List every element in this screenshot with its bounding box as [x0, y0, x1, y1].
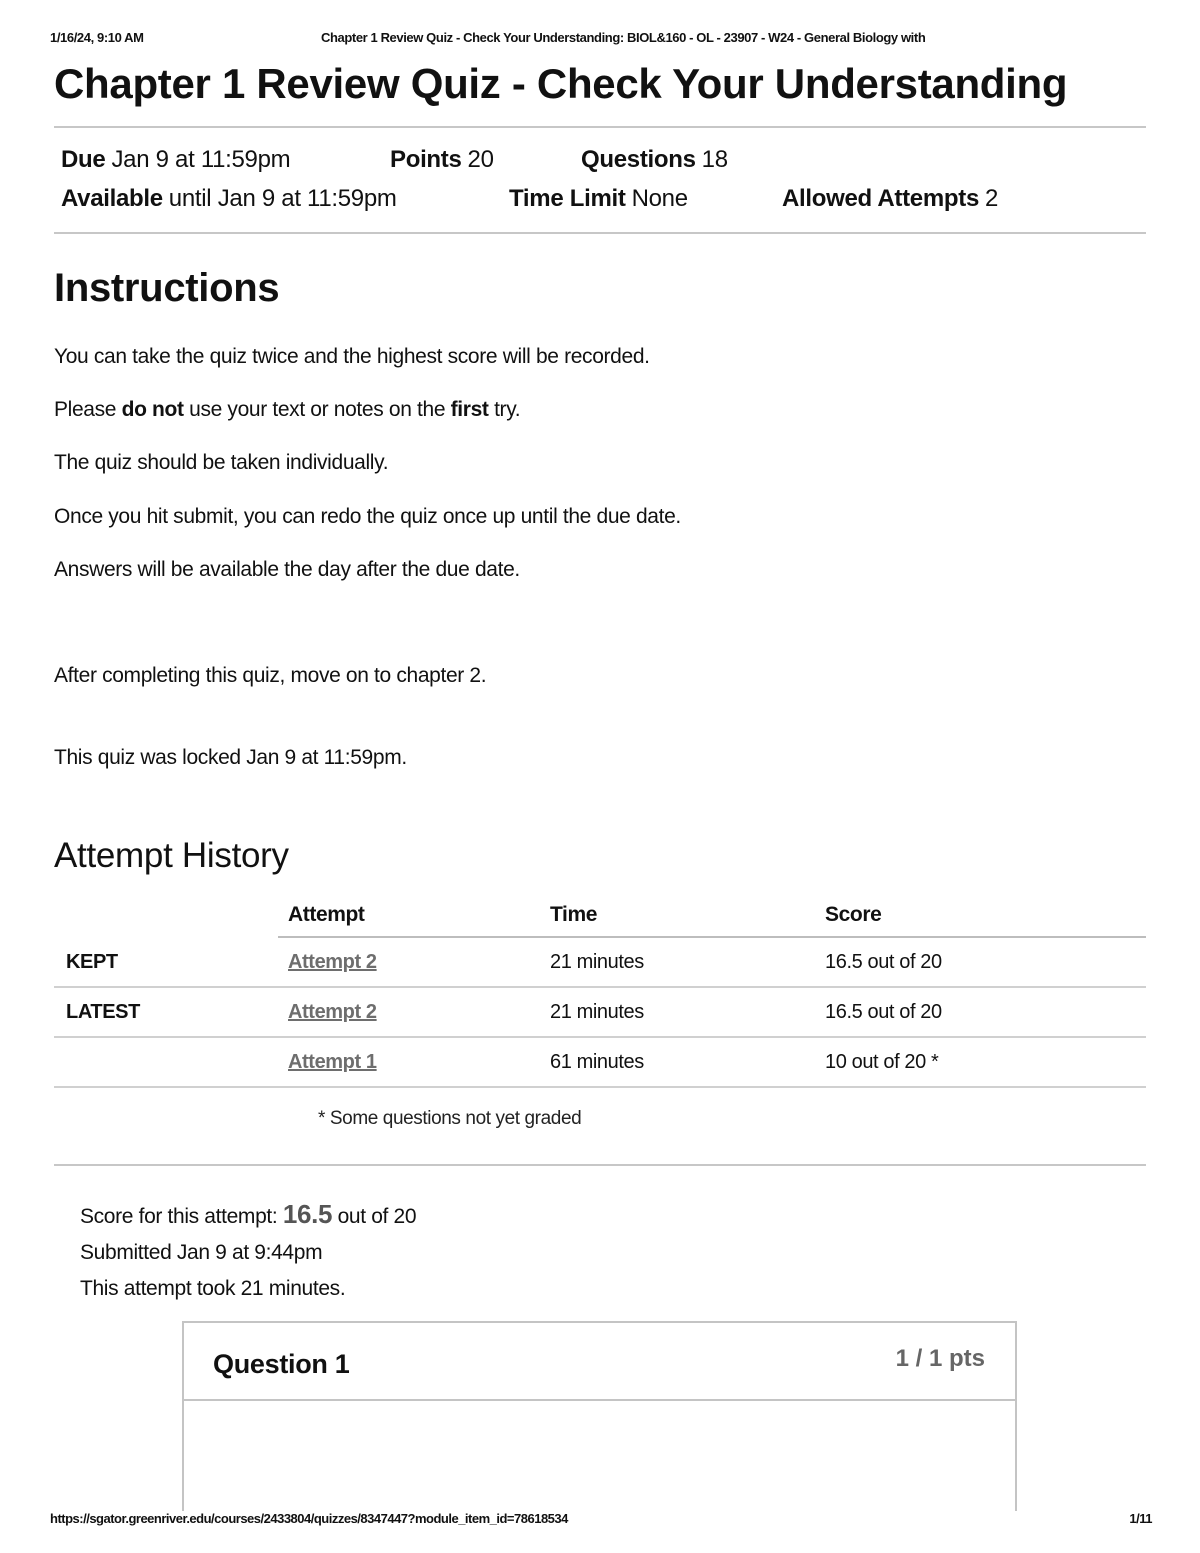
table-row [54, 938, 1146, 988]
duration-line: This attempt took 21 minutes. [80, 1277, 346, 1300]
print-url: https://sgator.greenriver.edu/courses/2433804/quizzes/8347447?module_item_id=78618534 [50, 1511, 568, 1526]
score-value: 16.5 [282, 1199, 333, 1229]
attempt-link[interactable]: Attempt 2 [288, 951, 377, 973]
print-datetime: 1/16/24, 9:10 AM [50, 30, 144, 45]
instruction-emphasis: do not [121, 398, 184, 421]
ungraded-footnote: * Some questions not yet graded [318, 1108, 582, 1129]
meta-allowed-attempts [782, 185, 998, 213]
instruction-line: After completing this quiz, move on to chapter 2. [54, 664, 487, 687]
instruction-line: The quiz should be taken individually. [54, 451, 389, 474]
attempt-link[interactable]: Attempt 2 [288, 1001, 377, 1023]
meta-allowed-attempts-label: Allowed Attempts [782, 185, 979, 212]
meta-points-value: 20 [467, 146, 494, 173]
question-points: 1 / 1 pts [895, 1345, 985, 1372]
instruction-line [54, 398, 520, 422]
attempt-time: 21 minutes [550, 1001, 644, 1023]
meta-questions [581, 146, 728, 174]
attempt-score: 16.5 out of 20 [825, 1001, 942, 1023]
question-title: Question 1 [213, 1349, 350, 1379]
question-header [184, 1323, 1015, 1401]
instruction-text: Please [54, 398, 122, 421]
instruction-line: Answers will be available the day after the due date. [54, 558, 520, 581]
meta-due-value: Jan 9 at 11:59pm [111, 146, 291, 173]
instruction-text: use your text or notes on the [183, 398, 451, 421]
attempt-history-table [54, 890, 1146, 1088]
attempt-score: 10 out of 20 * [825, 1051, 939, 1073]
score-line [80, 1196, 416, 1235]
attempt-time: 21 minutes [550, 951, 644, 973]
meta-time-limit-value: None [631, 185, 688, 212]
column-header-attempt: Attempt [288, 903, 365, 926]
table-header-row [54, 890, 1146, 938]
instruction-line: Once you hit submit, you can redo the quiz once up until the due date. [54, 505, 681, 528]
score-summary [80, 1196, 416, 1307]
meta-available-value: until Jan 9 at 11:59pm [168, 185, 397, 212]
attempt-score: 16.5 out of 20 [825, 951, 942, 973]
attempt-history-heading: Attempt History [54, 836, 289, 875]
locked-notice: This quiz was locked Jan 9 at 11:59pm. [54, 746, 407, 769]
title-divider [54, 126, 1146, 128]
question-card [182, 1321, 1017, 1511]
table-row [54, 988, 1146, 1038]
attempt-time: 61 minutes [550, 1051, 644, 1073]
meta-time-limit-label: Time Limit [509, 185, 626, 212]
print-doc-title: Chapter 1 Review Quiz - Check Your Understanding: BIOL&160 - OL - 23907 - W24 - General Biology with [321, 30, 926, 45]
score-prefix: Score for this attempt: [80, 1205, 283, 1228]
instructions-heading: Instructions [54, 266, 280, 310]
attempt-status: KEPT [66, 951, 118, 973]
meta-divider [54, 232, 1146, 234]
attempt-status: LATEST [66, 1001, 140, 1023]
meta-points [390, 146, 494, 174]
instruction-emphasis: first [450, 398, 489, 421]
meta-questions-label: Questions [581, 146, 696, 173]
score-suffix: out of 20 [332, 1205, 417, 1228]
submitted-line: Submitted Jan 9 at 9:44pm [80, 1241, 323, 1264]
table-row [54, 1038, 1146, 1088]
history-divider [54, 1164, 1146, 1166]
instruction-line: You can take the quiz twice and the highest score will be recorded. [54, 345, 650, 368]
meta-due-label: Due [61, 146, 106, 173]
meta-due [61, 146, 290, 174]
meta-questions-value: 18 [701, 146, 728, 173]
column-header-time: Time [550, 903, 598, 926]
meta-time-limit [509, 185, 688, 213]
page-title: Chapter 1 Review Quiz - Check Your Understanding [54, 60, 1068, 107]
attempt-link[interactable]: Attempt 1 [288, 1051, 377, 1073]
meta-allowed-attempts-value: 2 [985, 185, 999, 212]
meta-points-label: Points [390, 146, 462, 173]
meta-available [61, 185, 397, 213]
print-page-number: 1/11 [1129, 1511, 1152, 1526]
column-header-score: Score [825, 903, 882, 926]
meta-available-label: Available [61, 185, 163, 212]
instruction-text: try. [488, 398, 521, 421]
